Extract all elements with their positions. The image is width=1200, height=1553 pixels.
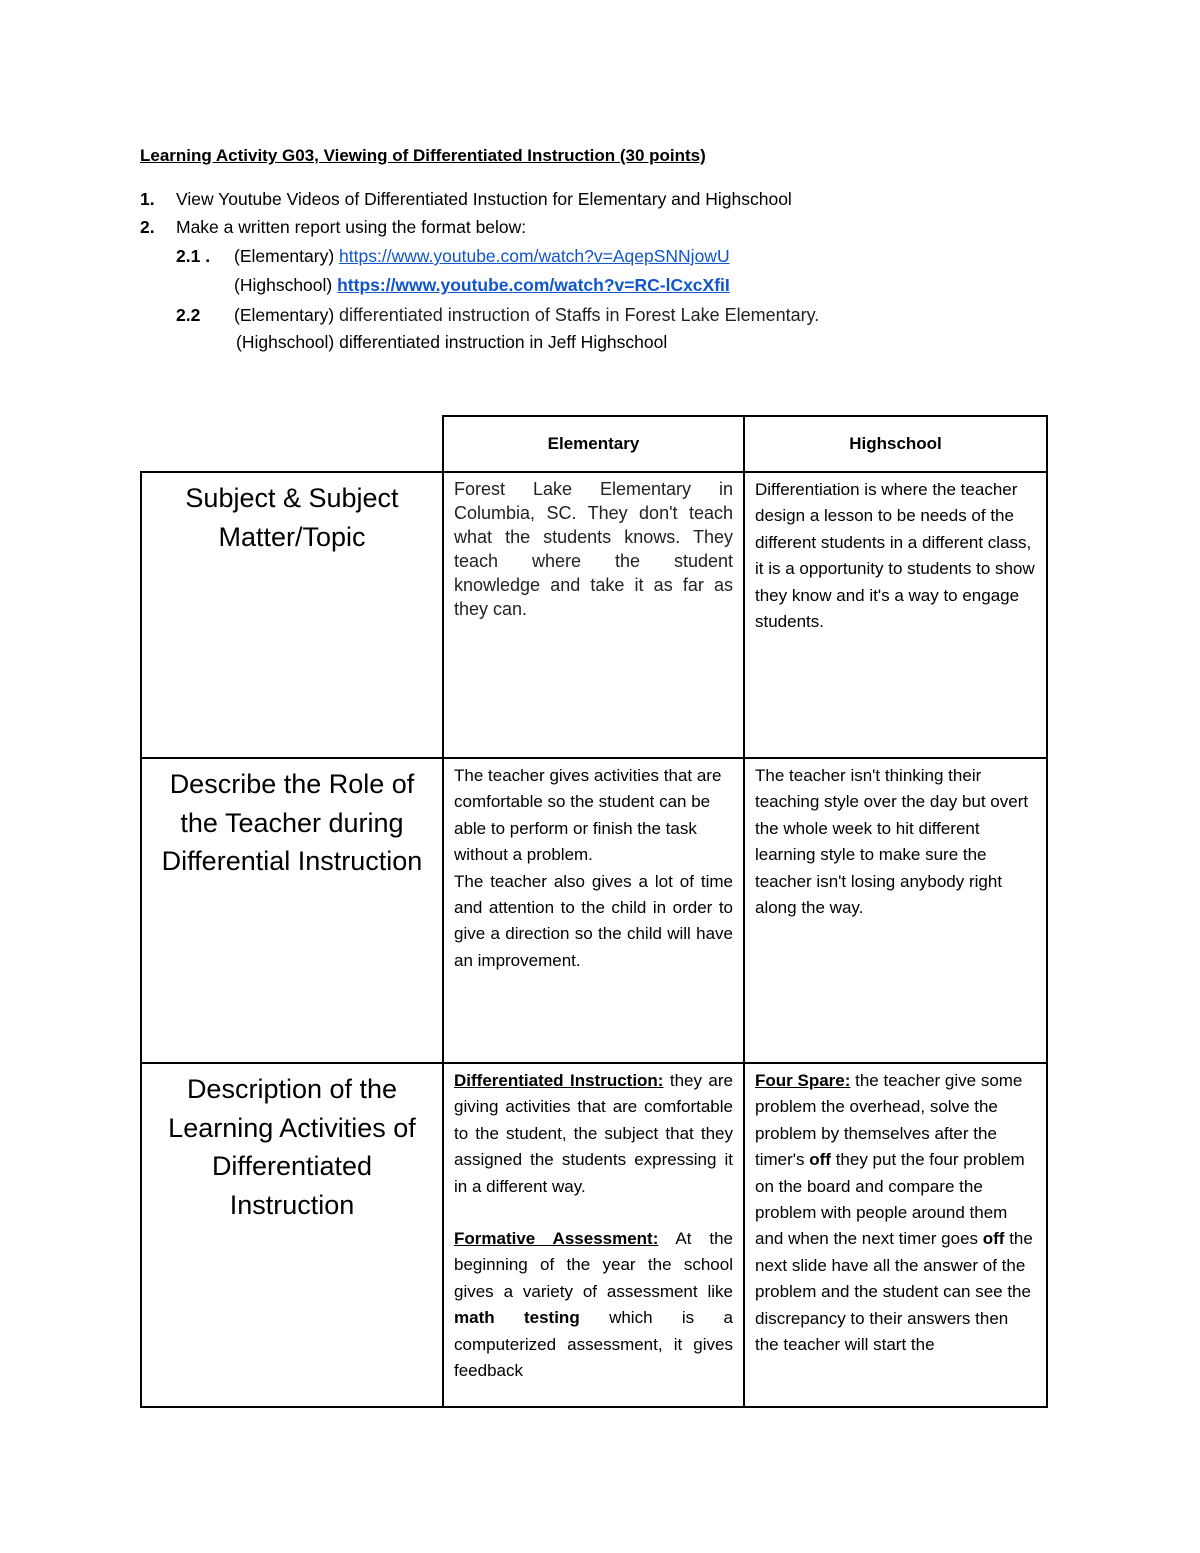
cell-text: The teacher also gives a lot of time and attention to the child in order to give a direction so the child will have an improvement.: [454, 871, 733, 970]
row-label: Subject & Subject Matter/Topic: [141, 472, 443, 758]
empty-corner-cell: [141, 416, 443, 472]
highschool-video-link[interactable]: https://www.youtube.com/watch?v=RC-lCxcXfiI: [337, 275, 730, 295]
cell-heading: Differentiated Instruction:: [454, 1071, 664, 1090]
elementary-label: (Elementary): [234, 305, 335, 325]
step-2: [140, 217, 526, 238]
cell-text: Differentiation is where the teacher design a lesson to be needs of the different students in a different class, it is a opportunity to students to show they know and it's a way to engage students.: [755, 480, 1035, 632]
cell-heading: Formative Assessment:: [454, 1229, 659, 1249]
elementary-label: (Elementary): [234, 246, 335, 266]
cell-bold-text: off: [809, 1150, 831, 1170]
step-1: [140, 189, 792, 210]
highschool-cell: [744, 472, 1047, 758]
cell-content: [755, 1068, 1036, 1402]
highschool-topic: (Highschool) differentiated instruction in Jeff Highschool: [236, 332, 668, 352]
table-row: [141, 1063, 1047, 1407]
table-row: [141, 758, 1047, 1063]
highschool-cell: [744, 1063, 1047, 1407]
substep-2-2-highschool: [236, 332, 667, 353]
step-number: 1.: [140, 189, 155, 209]
cell-text: The teacher isn't thinking their teaching style over the day but overt the whole week to hit different learning style to make sure the teacher isn't losing anybody right along the way.: [755, 766, 1029, 918]
cell-paragraph: [454, 1068, 733, 1200]
elementary-cell: [443, 472, 744, 758]
highschool-label: (Highschool): [234, 275, 333, 295]
cell-content: [454, 1068, 733, 1402]
table-row: [141, 472, 1047, 758]
substep-number: 2.1 .: [176, 246, 211, 266]
cell-text: the next slide have all the answer of the problem and the student can see the discrepancy to their answers then the teacher will start the: [755, 1229, 1033, 1355]
elementary-topic: differentiated instruction of Staffs in Forest Lake Elementary.: [339, 305, 820, 325]
cell-text: The teacher gives activities that are comfortable so the student can be able to perform or finish the task without a problem.: [454, 766, 722, 865]
page-title: Learning Activity G03, Viewing of Differentiated Instruction (30 points): [140, 146, 706, 165]
elementary-video-link[interactable]: https://www.youtube.com/watch?v=AqepSNNjowU: [339, 246, 730, 266]
cell-text: which is a computerized assessment, it gives feedback: [454, 1308, 733, 1381]
elementary-cell: [443, 758, 744, 1063]
step-text: View Youtube Videos of Differentiated Instuction for Elementary and Highschool: [176, 189, 792, 209]
column-header-elementary: Elementary: [443, 416, 744, 472]
cell-bold-text: math testing: [454, 1308, 580, 1328]
cell-text: they put the four problem on the board and compare the problem with people around them and when the next timer goes: [755, 1150, 1025, 1249]
cell-text: the teacher give some problem the overhead, solve the problem by themselves after the timer's: [755, 1071, 1023, 1170]
cell-text: they are giving activities that are comfortable to the student, the subject that they assigned the students expressing it in a different way.: [454, 1071, 733, 1196]
report-table: [140, 415, 1048, 1408]
cell-paragraph: [454, 1226, 733, 1384]
cell-text: At the beginning of the year the school gives a variety of assessment like: [454, 1229, 733, 1301]
substep-number: 2.2: [176, 305, 201, 325]
row-label: Description of the Learning Activities of Differentiated Instruction: [141, 1063, 443, 1407]
substep-2-2: [176, 303, 819, 327]
step-number: 2.: [140, 217, 155, 237]
highschool-cell: [744, 758, 1047, 1063]
substep-2-1: [176, 246, 730, 267]
substep-2-1-highschool: [234, 275, 730, 296]
column-header-highschool: Highschool: [744, 416, 1047, 472]
step-text: Make a written report using the format below:: [176, 217, 527, 237]
cell-heading: Four Spare:: [755, 1071, 851, 1090]
cell-bold-text: off: [982, 1229, 1005, 1249]
cell-text: Forest Lake Elementary in Columbia, SC. They don't teach what the students knows. They teach where the student knowledge and take it as far as they can.: [454, 479, 733, 619]
row-label: Describe the Role of the Teacher during Differential Instruction: [141, 758, 443, 1063]
table-header-row: [141, 416, 1047, 472]
elementary-cell: [443, 1063, 744, 1407]
